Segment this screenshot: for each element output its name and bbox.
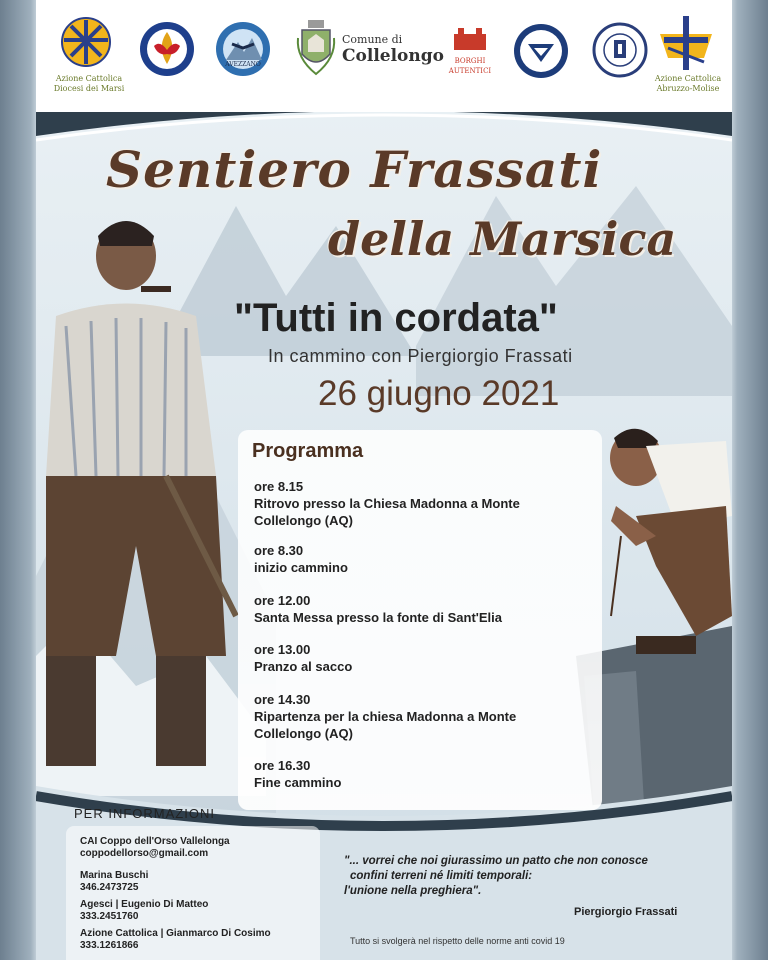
avezzano-caption: AVEZZANO — [225, 61, 261, 68]
event-motto: "Tutti in cordata" — [234, 296, 558, 340]
azione-cattolica-marsi-logo — [58, 16, 114, 72]
quote-line: l'unione nella preghiera". — [344, 885, 482, 897]
quote-line: confini terreni né limiti temporali: — [350, 870, 533, 882]
info-line: Azione Cattolica | Gianmarco Di Cosimo — [80, 928, 271, 939]
quote-author: Piergiorgio Frassati — [574, 906, 678, 918]
poster-title-line2: della Marsica — [328, 212, 677, 266]
info-phone: 333.1261866 — [80, 940, 139, 951]
info-phone: 333.2451760 — [80, 911, 139, 922]
program-item-text: Santa Messa presso la fonte di Sant'Elia — [254, 610, 503, 625]
program-item-time: ore 14.30 — [254, 692, 311, 707]
info-email: coppodellorso@gmail.com — [80, 848, 209, 859]
partner-logo-bar — [36, 0, 732, 112]
poster-title-line1: Sentiero Frassati — [106, 140, 603, 199]
association-seal-logo — [592, 22, 648, 78]
program-item — [254, 542, 594, 576]
program-item-text: inizio cammino — [254, 560, 348, 575]
program-item — [254, 641, 594, 675]
comune-town: Collelongo — [342, 46, 444, 66]
program-item-text: Collelongo (AQ) — [254, 726, 353, 741]
program-item-time: ore 12.00 — [254, 593, 311, 608]
borghi-autentici-caption: BORGHI AUTENTICI — [448, 57, 492, 75]
program-item-time: ore 8.30 — [254, 543, 304, 558]
event-subtitle: In cammino con Piergiorgio Frassati — [268, 346, 573, 366]
event-date: 26 giugno 2021 — [318, 374, 560, 413]
program-item-text: Pranzo al sacco — [254, 659, 353, 674]
covid-note: Tutto si svolgerà nel rispetto delle norme anti covid 19 — [350, 936, 565, 946]
cai-logo — [512, 22, 570, 80]
program-item-text: Collelongo (AQ) — [254, 513, 353, 528]
borghi-autentici-logo — [450, 24, 490, 54]
program-item — [254, 757, 594, 791]
agesci-logo — [138, 20, 196, 78]
comune-name — [342, 33, 444, 66]
quote-line: "... vorrei che noi giurassimo un patto che non conosce — [344, 855, 648, 867]
info-line: Agesci | Eugenio Di Matteo — [80, 899, 209, 910]
azione-cattolica-abruzzo-caption: Azione Cattolica Abruzzo-Molise — [654, 74, 722, 93]
info-line: Marina Buschi — [80, 870, 149, 881]
program-item-time: ore 8.15 — [254, 479, 304, 494]
info-phone: 346.2473725 — [80, 882, 139, 893]
info-heading: PER INFORMAZIONI — [74, 806, 215, 821]
program-item-time: ore 16.30 — [254, 758, 311, 773]
info-line: CAI Coppo dell'Orso Vallelonga — [80, 836, 230, 847]
program-item-text: Ritrovo presso la Chiesa Madonna a Monte — [254, 496, 520, 511]
frassati-quote — [344, 854, 724, 899]
comune-label: Comune di — [342, 33, 403, 46]
program-item — [254, 691, 594, 742]
program-item-text: Fine cammino — [254, 775, 342, 790]
program-item-time: ore 13.00 — [254, 642, 311, 657]
event-poster — [36, 0, 732, 960]
program-item — [254, 592, 594, 626]
program-item — [254, 478, 594, 529]
program-heading: Programma — [252, 440, 364, 462]
azione-cattolica-marsi-caption: Azione Cattolica Diocesi dei Marsi — [53, 74, 125, 93]
collelongo-crest-logo — [294, 18, 338, 78]
azione-cattolica-abruzzo-logo — [654, 14, 718, 72]
program-item-text: Ripartenza per la chiesa Madonna a Monte — [254, 709, 517, 724]
